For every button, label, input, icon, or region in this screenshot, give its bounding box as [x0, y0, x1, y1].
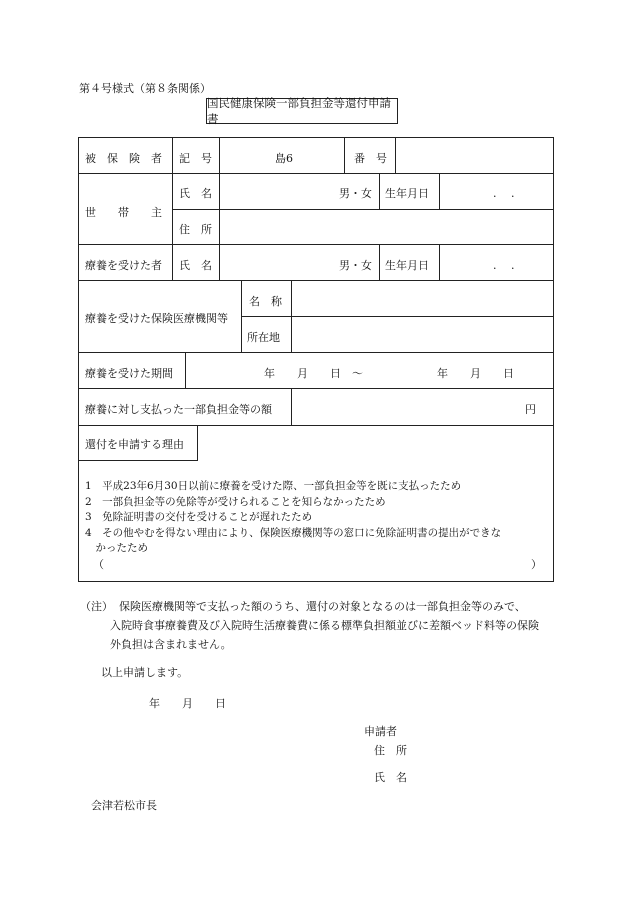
- institution-name-field[interactable]: [299, 286, 544, 312]
- treated-name-field[interactable]: [229, 250, 339, 276]
- period-to-field[interactable]: 年 月 日: [437, 367, 514, 380]
- other-reason-field[interactable]: [109, 552, 529, 570]
- period-from-field[interactable]: 年 月 日 ～: [264, 367, 363, 380]
- number-field[interactable]: [403, 150, 543, 164]
- applicant-address-label: 住 所: [374, 744, 407, 757]
- period-label: 療養を受けた期間: [85, 367, 173, 380]
- householder-sex[interactable]: 男・女: [339, 187, 372, 200]
- treated-name-label: 氏 名: [179, 259, 212, 272]
- reason-box: [79, 425, 198, 461]
- symbol-field[interactable]: 島6: [275, 152, 293, 165]
- institution-name-label: 名 称: [249, 295, 282, 308]
- reason-list: [85, 479, 547, 557]
- note-line: 外負担は含まれません。: [110, 638, 232, 651]
- treated-sex[interactable]: 男・女: [339, 259, 372, 272]
- note-line: 保険医療機関等で支払った額のうち、還付の対象となるのは一部負担金等のみで、: [119, 600, 526, 613]
- householder-name-field[interactable]: [229, 178, 339, 204]
- note-line: 入院時食事療養費及び入院時生活療養費に係る標準負担額並びに差額ベッド料等の保険: [110, 619, 539, 632]
- reason-item[interactable]: 1 平成23年6月30日以前に療養を受けた際、一部負担金等を既に支払ったため: [85, 480, 462, 492]
- reason-item[interactable]: 3 免除証明書の交付を受けることが遅れたため: [85, 511, 313, 523]
- other-reason-close-paren: ）: [531, 558, 542, 571]
- application-form: [78, 137, 554, 582]
- householder-address-field[interactable]: [229, 214, 539, 240]
- note: [80, 597, 560, 654]
- paid-amount-label: 療養に対し支払った一部負担金等の額: [85, 403, 272, 416]
- declaration: 以上申請します。: [101, 666, 189, 679]
- householder-birthdate-field[interactable]: . .: [493, 187, 515, 200]
- treated-birthdate-field[interactable]: . .: [493, 259, 515, 272]
- institution-address-label: 所在地: [247, 331, 280, 344]
- applicant-address-field[interactable]: [430, 738, 610, 756]
- insured-label: 被 保 険 者: [85, 152, 162, 165]
- applicant-name-label: 氏 名: [374, 771, 407, 784]
- institution-address-field[interactable]: [299, 322, 544, 348]
- application-date[interactable]: 年 月 日: [149, 697, 226, 710]
- form-number: 第４号様式（第８条関係）: [79, 82, 211, 95]
- treated-person-label: 療養を受けた者: [85, 259, 162, 272]
- institution-label: 療養を受けた保険医療機関等: [85, 312, 228, 325]
- householder-label: 世 帯 主: [85, 206, 162, 219]
- symbol-label: 記 号: [179, 152, 212, 165]
- addressee: 会津若松市長: [91, 799, 157, 812]
- householder-name-label: 氏 名: [179, 187, 212, 200]
- treated-birthdate-label: 生年月日: [385, 259, 429, 272]
- number-label: 番 号: [354, 152, 387, 165]
- reason-item[interactable]: 4 その他やむを得ない理由により、保険医療機関等の窓口に免除証明書の提出ができな: [85, 526, 502, 539]
- reason-label: 還付を申請する理由: [85, 438, 184, 451]
- applicant-name-field[interactable]: [430, 765, 610, 783]
- other-reason-open-paren: （: [93, 558, 104, 571]
- form-title: [206, 98, 398, 124]
- applicant-label: 申請者: [364, 725, 397, 738]
- paid-amount-field[interactable]: [301, 394, 521, 420]
- reason-item[interactable]: かったため: [85, 542, 148, 554]
- reason-item[interactable]: 2 一部負担金等の免除等が受けられることを知らなかったため: [85, 495, 386, 508]
- householder-birthdate-label: 生年月日: [385, 187, 429, 200]
- form-title-text: 国民健康保険一部負担金等還付申請書: [207, 96, 391, 126]
- note-label: （注）: [80, 600, 113, 613]
- householder-address-label: 住 所: [179, 223, 212, 236]
- yen-unit: 円: [525, 403, 536, 416]
